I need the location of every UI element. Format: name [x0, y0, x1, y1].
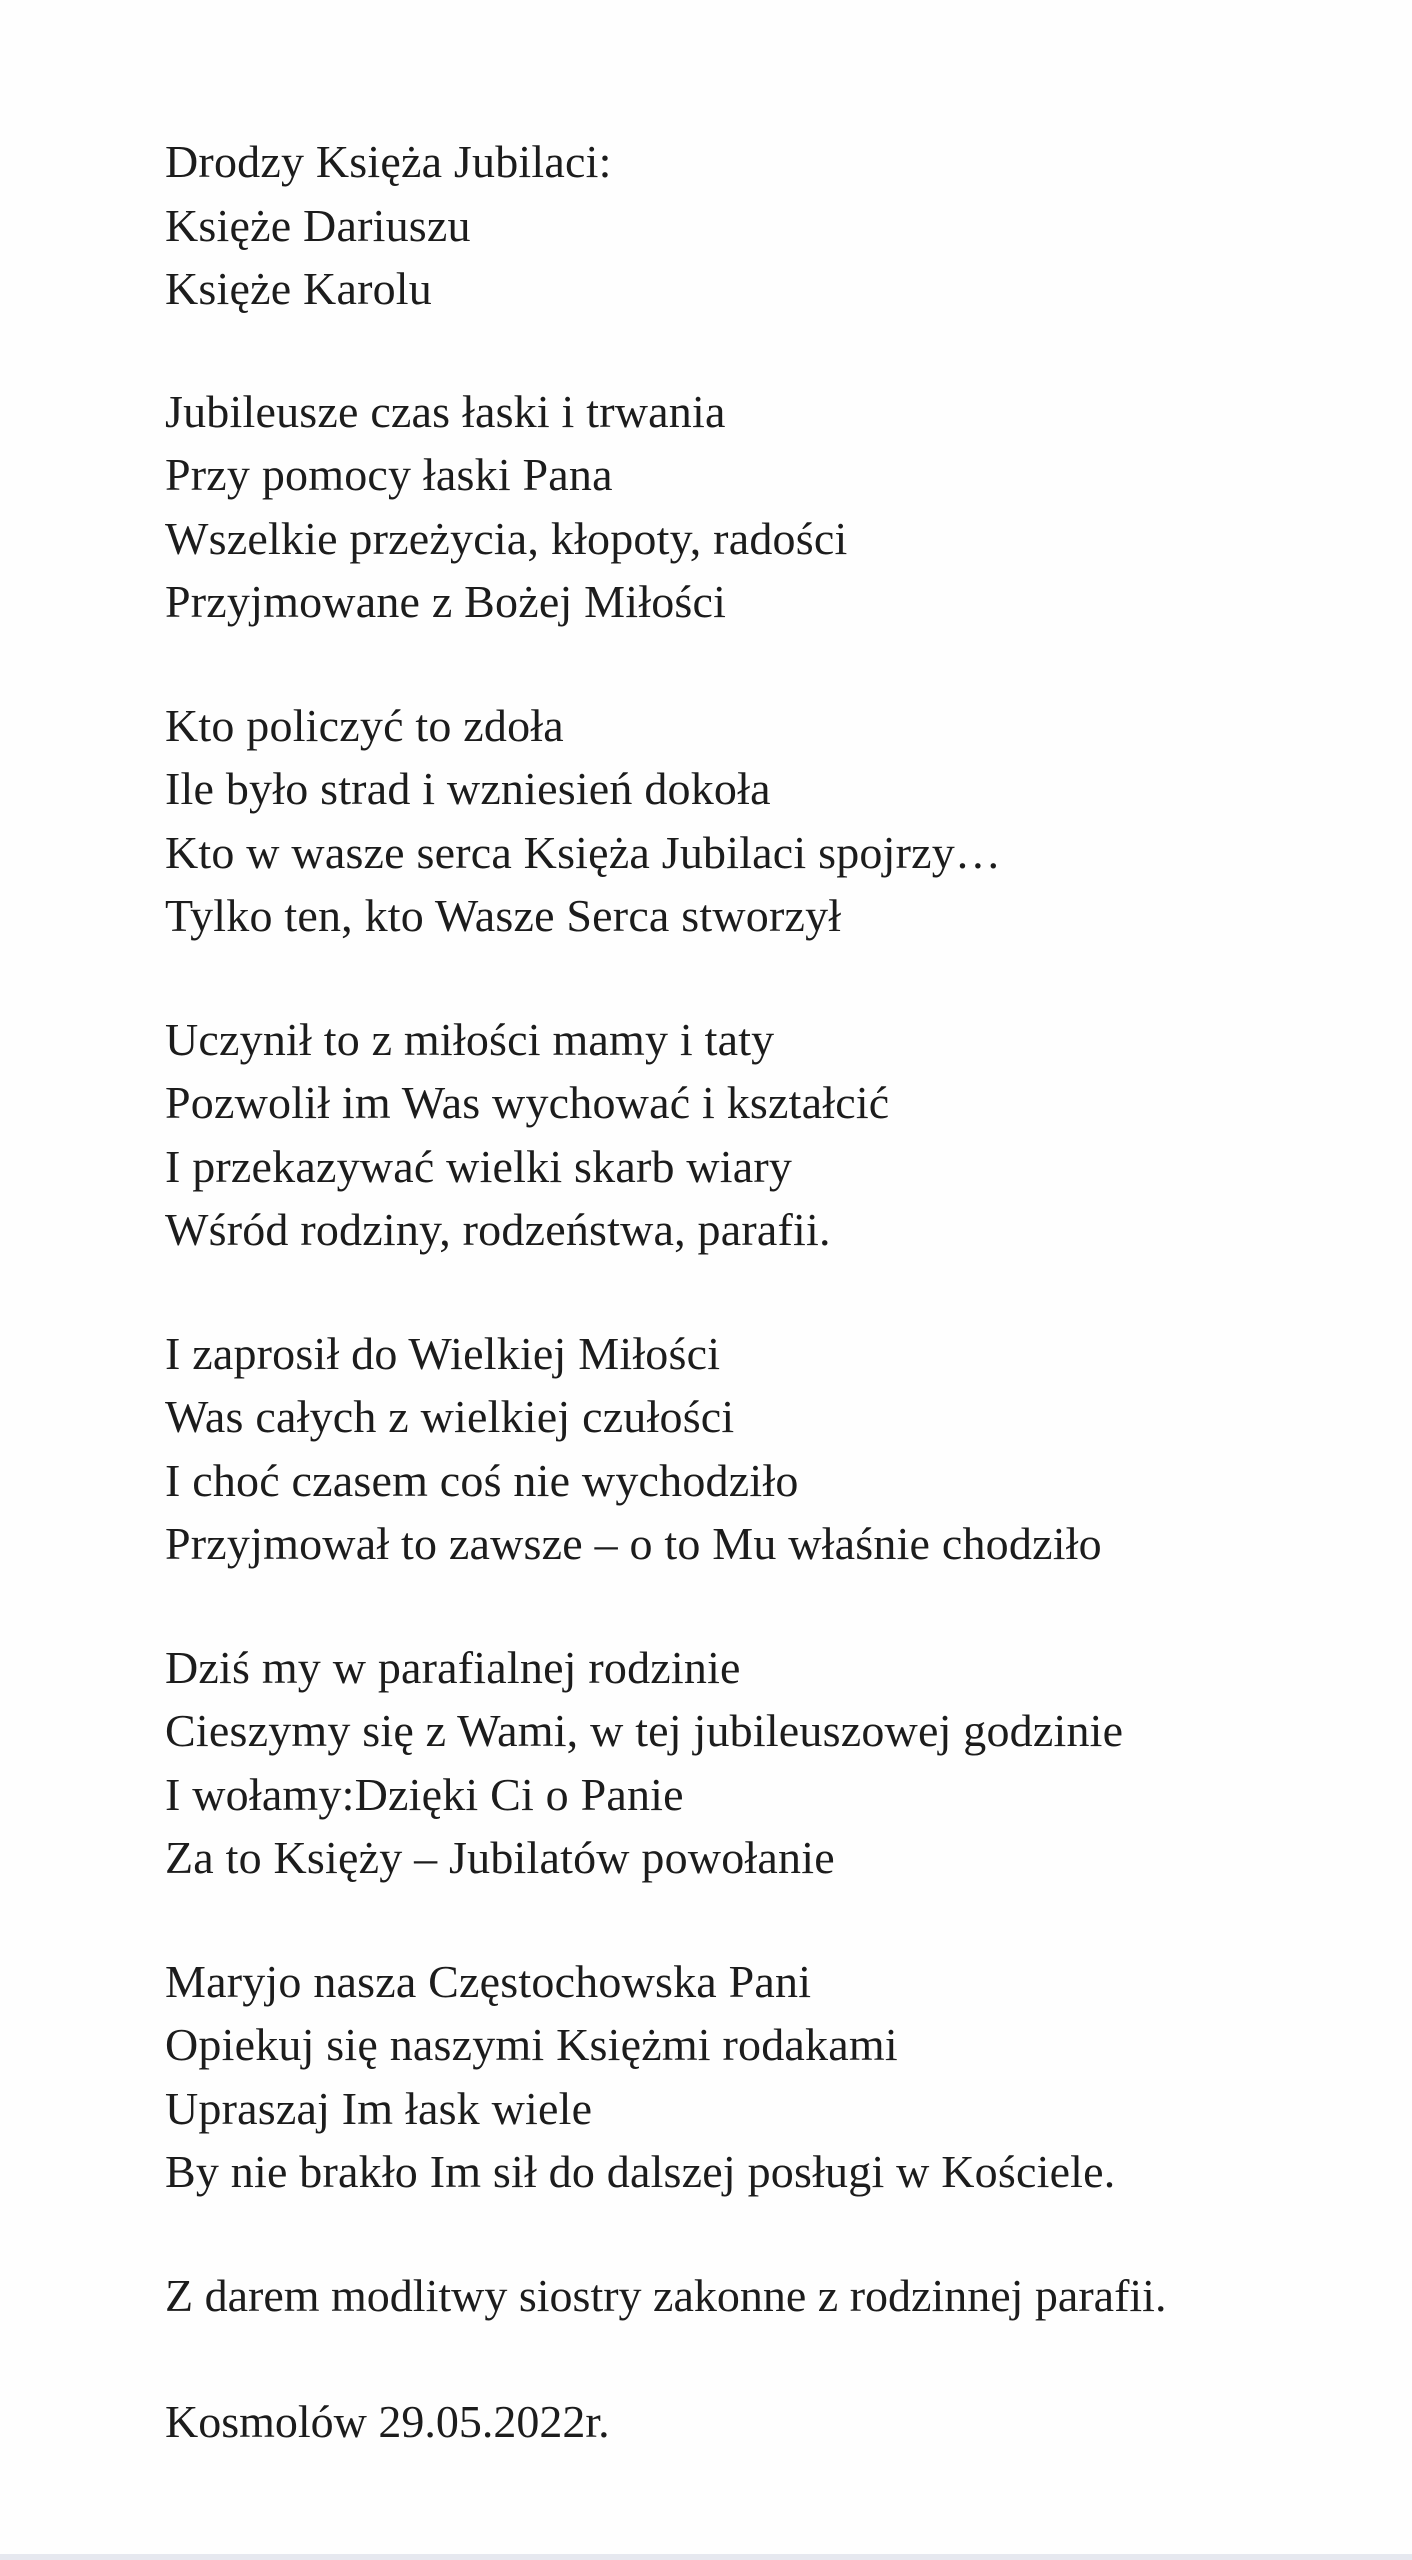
page-bottom-edge — [0, 2554, 1412, 2560]
poem-line: Przy pomocy łaski Pana — [165, 449, 613, 500]
poem-line: Uczynił to z miłości mamy i taty — [165, 1013, 775, 1065]
poem-line: I wołamy:Dzięki Ci o Panie — [165, 1768, 684, 1820]
poem-line: Przyjmowane z Bożej Miłości — [165, 576, 727, 627]
poem-line: Za to Księży – Jubilatów powołanie — [165, 1832, 835, 1883]
greeting-line: Drodzy Księża Jubilaci: — [165, 136, 612, 187]
poem-line: Przyjmował to zawsze – o to Mu właśnie chodziło — [165, 1518, 1102, 1569]
poem-line: Upraszaj Im łask wiele — [165, 2082, 593, 2134]
poem-line: Dziś my w parafialnej rodzinie — [165, 1641, 741, 1693]
poem-text — [165, 130, 1385, 2454]
stanza-2 — [165, 694, 1385, 948]
poem-line: Opiekuj się naszymi Księżmi rodakami — [165, 2019, 898, 2070]
poem-line: Kto policzyć to zdoła — [165, 699, 564, 751]
poem-line: Jubileusze czas łaski i trwania — [165, 385, 726, 437]
poem-line: By nie brakło Im sił do dalszej posługi w Kościele. — [165, 2146, 1116, 2197]
greeting-stanza — [165, 130, 1385, 321]
greeting-line: Księże Dariuszu — [165, 199, 471, 251]
place-date-line: Kosmolów 29.05.2022r. — [165, 2396, 610, 2447]
poem-line: Wśród rodziny, rodzeństwa, parafii. — [165, 1204, 831, 1255]
stanza-5 — [165, 1636, 1385, 1890]
poem-line: I przekazywać wielki skarb wiary — [165, 1140, 793, 1192]
signature-line: Z darem modlitwy siostry zakonne z rodzinnej parafii. — [165, 2269, 1167, 2321]
stanza-1 — [165, 380, 1385, 634]
poem-line: Tylko ten, kto Wasze Serca stworzył — [165, 890, 842, 941]
poem-line: I choć czasem coś nie wychodziło — [165, 1454, 799, 1506]
poem-line: Cieszymy się z Wami, w tej jubileuszowej godzinie — [165, 1705, 1124, 1756]
stanza-6 — [165, 1950, 1385, 2204]
poem-line: Was całych z wielkiej czułości — [165, 1391, 735, 1442]
poem-line: Wszelkie przeżycia, kłopoty, radości — [165, 512, 848, 564]
poem-line: Kto w wasze serca Księża Jubilaci spojrzy… — [165, 826, 1002, 878]
poem-line: I zaprosił do Wielkiej Miłości — [165, 1327, 721, 1379]
stanza-3 — [165, 1008, 1385, 1262]
poem-line: Ile było strad i wzniesień dokoła — [165, 763, 771, 814]
poem-line: Pozwolił im Was wychować i kształcić — [165, 1077, 890, 1128]
stanza-4 — [165, 1322, 1385, 1576]
greeting-line: Księże Karolu — [165, 263, 432, 314]
poem-line: Maryjo nasza Częstochowska Pani — [165, 1955, 812, 2007]
